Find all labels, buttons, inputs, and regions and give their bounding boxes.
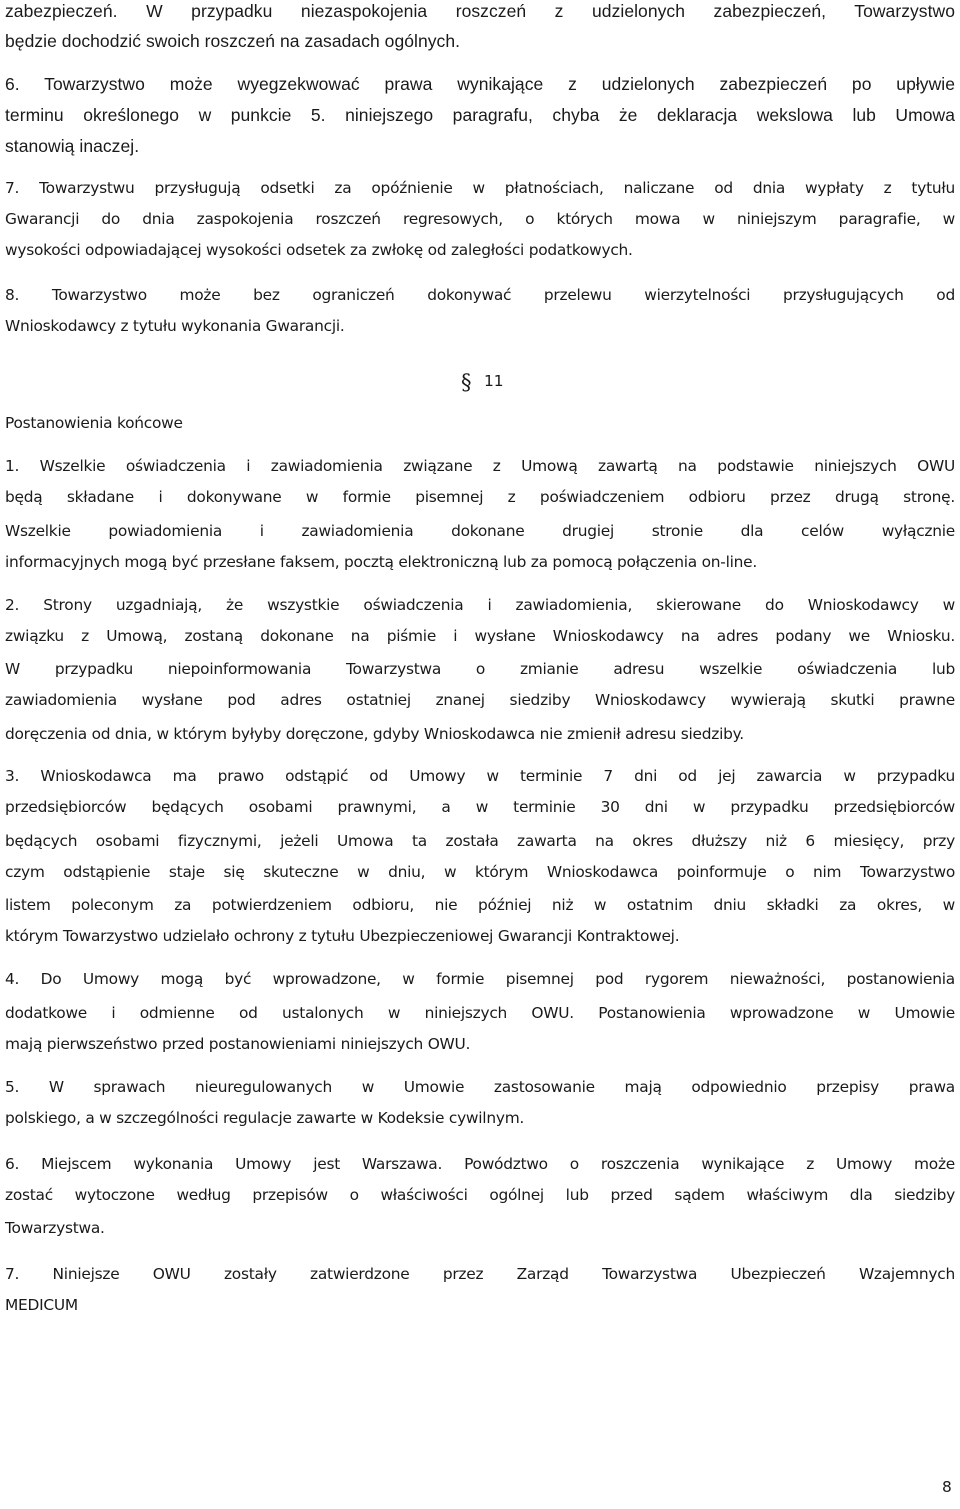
- text-line: doręczenia od dnia, w którym byłyby doręczone, gdyby Wnioskodawca nie zmienił adresu siedziby.: [5, 725, 744, 743]
- text-line: polskiego, a w szczególności regulacje zawarte w Kodeksie cywilnym.: [5, 1109, 525, 1127]
- text-line: czym odstąpienie staje się skuteczne w dniu, w którym Wnioskodawca poinformuje o nim Towarzystwo: [5, 863, 955, 881]
- text-line: którym Towarzystwo udzielało ochrony z tytułu Ubezpieczeniowej Gwarancji Kontraktowej.: [5, 927, 680, 945]
- page-number: 8: [942, 1478, 952, 1496]
- text-line: związku z Umową, zostaną dokonane na piśmie i wysłane Wnioskodawcy na adres podany we Wniosku.: [5, 627, 955, 645]
- text-line: Wszelkie powiadomienia i zawiadomienia dokonane drugiej stronie dla celów wyłącznie: [5, 522, 955, 540]
- section-symbol: §: [461, 370, 472, 394]
- text-line: wysokości odpowiadającej wysokości odsetek za zwłokę od zaległości podatkowych.: [5, 241, 633, 259]
- text-line: W przypadku niepoinformowania Towarzystwa o zmianie adresu wszelkie oświadczenia lub: [5, 660, 955, 678]
- text-line: zawiadomienia wysłane pod adres ostatniej znanej siedziby Wnioskodawcy wywierają skutki prawne: [5, 691, 955, 709]
- text-line: 7. Niniejsze OWU zostały zatwierdzone przez Zarząd Towarzystwa Ubezpieczeń Wzajemnych: [5, 1265, 955, 1283]
- text-line: MEDICUM: [5, 1296, 78, 1314]
- text-line: mają pierwszeństwo przed postanowieniami niniejszych OWU.: [5, 1035, 471, 1053]
- text-line: będzie dochodzić swoich roszczeń na zasadach ogólnych.: [5, 31, 461, 51]
- text-line: zabezpieczeń. W przypadku niezaspokojenia roszczeń z udzielonych zabezpieczeń, Towarzystwo: [5, 1, 955, 21]
- section-heading: Postanowienia końcowe: [5, 414, 183, 432]
- text-line: zostać wytoczone według przepisów o właściwości ogólnej lub przed sądem właściwym dla siedziby: [5, 1186, 955, 1204]
- section-number: 11: [484, 372, 504, 390]
- text-line: 2. Strony uzgadniają, że wszystkie oświadczenia i zawiadomienia, skierowane do Wnioskodawcy w: [5, 596, 955, 614]
- text-line: 5. W sprawach nieuregulowanych w Umowie zastosowanie mają odpowiednio przepisy prawa: [5, 1078, 955, 1096]
- text-line: terminu określonego w punkcie 5. niniejszego paragrafu, chyba że deklaracja wekslowa lub Umowa: [5, 105, 955, 125]
- text-line: 3. Wnioskodawca ma prawo odstąpić od Umowy w terminie 7 dni od jej zawarcia w przypadku: [5, 767, 955, 785]
- text-line: przedsiębiorców będących osobami prawnymi, a w terminie 30 dni w przypadku przedsiębiorców: [5, 798, 955, 816]
- text-line: dodatkowe i odmienne od ustalonych w niniejszych OWU. Postanowienia wprowadzone w Umowie: [5, 1004, 955, 1022]
- text-line: 6. Miejscem wykonania Umowy jest Warszawa. Powództwo o roszczenia wynikające z Umowy może: [5, 1155, 955, 1173]
- text-line: 7. Towarzystwu przysługują odsetki za opóźnienie w płatnościach, naliczane od dnia wypłaty z tytułu: [5, 179, 955, 197]
- text-line: Wnioskodawcy z tytułu wykonania Gwarancji.: [5, 317, 345, 335]
- text-line: 1. Wszelkie oświadczenia i zawiadomienia związane z Umową zawartą na podstawie niniejszych OWU: [5, 457, 955, 475]
- text-line: Towarzystwa.: [5, 1219, 105, 1237]
- text-line: listem poleconym za potwierdzeniem odbioru, nie później niż w ostatnim dniu składki za okres, w: [5, 896, 955, 914]
- text-line: stanowią inaczej.: [5, 136, 140, 156]
- text-line: 4. Do Umowy mogą być wprowadzone, w formie pisemnej pod rygorem nieważności, postanowienia: [5, 970, 955, 988]
- text-line: 6. Towarzystwo może wyegzekwować prawa wynikające z udzielonych zabezpieczeń po upływie: [5, 74, 955, 94]
- text-line: Gwarancji do dnia zaspokojenia roszczeń regresowych, o których mowa w niniejszym paragrafie, w: [5, 210, 955, 228]
- text-line: informacyjnych mogą być przesłane faksem, pocztą elektroniczną lub za pomocą połączenia on-line.: [5, 553, 758, 571]
- text-line: 8. Towarzystwo może bez ograniczeń dokonywać przelewu wierzytelności przysługujących od: [5, 286, 955, 304]
- text-line: będą składane i dokonywane w formie pisemnej z poświadczeniem odbioru przez drugą stronę.: [5, 488, 955, 506]
- text-line: będących osobami fizycznymi, jeżeli Umowa ta została zawarta na okres dłuższy niż 6 miesięcy, przy: [5, 832, 955, 850]
